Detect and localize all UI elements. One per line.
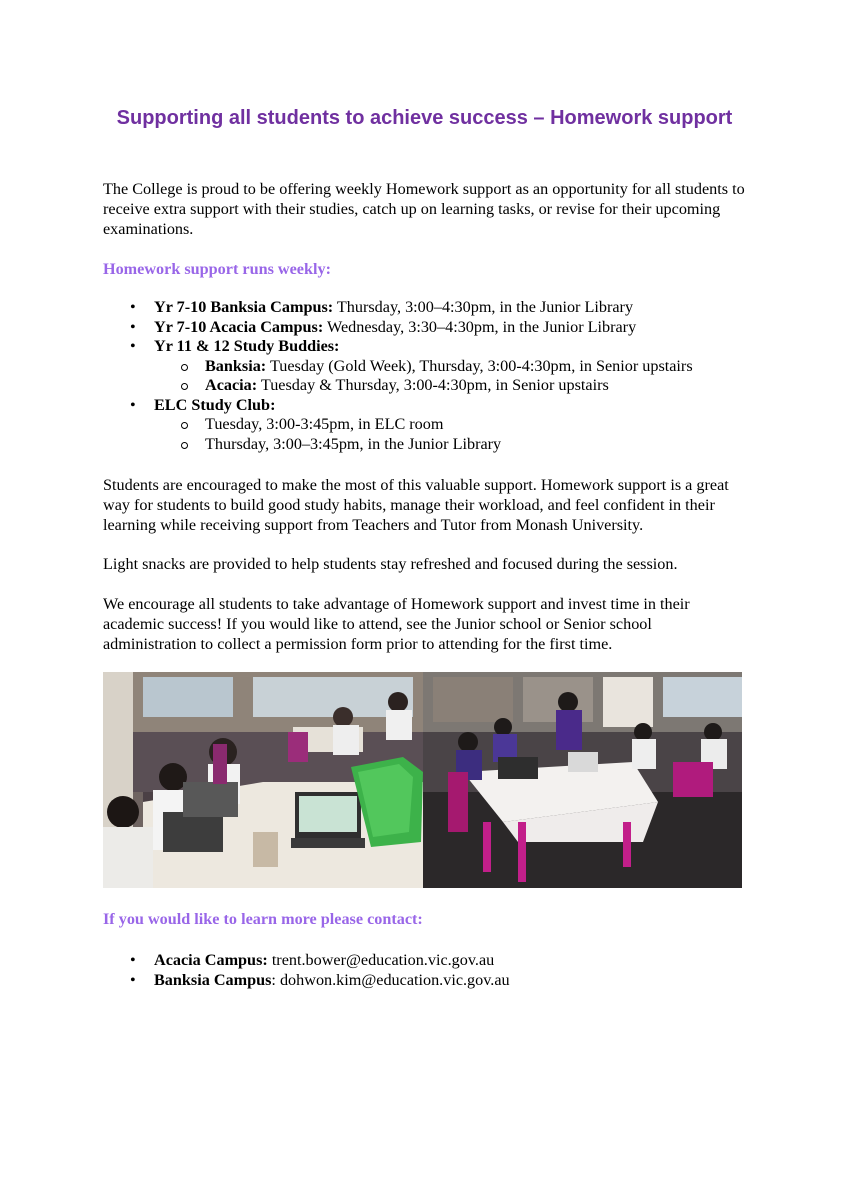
acacia-contact-label: Acacia Campus: xyxy=(154,951,268,969)
acacia-contact-email[interactable]: trent.bower@education.vic.gov.au xyxy=(267,951,495,969)
study-buddies-sublist xyxy=(154,357,743,396)
bullet-icon: • xyxy=(130,970,136,989)
buddies-banksia-label: Banksia: xyxy=(205,356,267,375)
bullet-icon: • xyxy=(130,395,136,414)
circle-bullet-icon xyxy=(181,383,188,390)
schedule-heading: Homework support runs weekly: xyxy=(103,260,331,278)
list-item xyxy=(103,971,743,991)
acacia-campus-time: Wednesday, 3:30–4:30pm, in the Junior Library xyxy=(323,317,637,336)
list-item xyxy=(154,435,743,455)
bullet-icon: • xyxy=(130,317,136,336)
snacks-paragraph: Light snacks are provided to help students stay refreshed and focused during the session. xyxy=(103,555,678,573)
study-buddies-label: Yr 11 & 12 Study Buddies: xyxy=(154,337,340,355)
list-item xyxy=(154,415,743,435)
elc-sublist xyxy=(154,415,743,454)
bullet-icon: • xyxy=(130,298,136,316)
circle-bullet-icon xyxy=(181,442,188,449)
list-item xyxy=(103,337,743,396)
acacia-campus-label: Yr 7-10 Acacia Campus: xyxy=(154,317,324,336)
elc-thursday-time: Thursday, 3:00–3:45pm, in the Junior Library xyxy=(205,434,502,453)
encouragement-paragraph: We encourage all students to take advantage of Homework support and invest time in their academic success! If you would like to attend, see the Junior school or Senior school administration to collect a permission form prior to attending for the first time. xyxy=(103,595,690,653)
banksia-contact-label: Banksia Campus xyxy=(154,970,272,989)
elc-tuesday-time: Tuesday, 3:00-3:45pm, in ELC room xyxy=(205,415,444,433)
banksia-contact-email[interactable]: : dohwon.kim@education.vic.gov.au xyxy=(271,970,510,989)
elc-study-club-label: ELC Study Club: xyxy=(154,395,276,414)
bullet-icon: • xyxy=(130,951,136,969)
photo-collage xyxy=(103,672,742,888)
banksia-campus-time: Thursday, 3:00–4:30pm, in the Junior Library xyxy=(333,298,634,316)
list-item xyxy=(103,951,743,971)
buddies-acacia-time: Tuesday & Thursday, 3:00-4:30pm, in Senior upstairs xyxy=(257,376,609,394)
bullet-icon: • xyxy=(130,337,136,355)
buddies-acacia-label: Acacia: xyxy=(205,376,258,394)
schedule-list xyxy=(103,298,743,454)
classroom-photo-right xyxy=(423,672,742,888)
circle-bullet-icon xyxy=(181,422,188,429)
page-title: Supporting all students to achieve success – Homework support xyxy=(116,107,733,129)
banksia-campus-label: Yr 7-10 Banksia Campus: xyxy=(154,298,334,316)
list-item xyxy=(103,396,743,455)
list-item xyxy=(154,376,743,396)
buddies-banksia-time: Tuesday (Gold Week), Thursday, 3:00-4:30pm, in Senior upstairs xyxy=(266,356,693,375)
contact-list xyxy=(103,951,743,990)
circle-bullet-icon xyxy=(181,364,188,371)
list-item xyxy=(103,318,743,338)
list-item xyxy=(103,298,743,318)
classroom-photo-left xyxy=(103,672,423,888)
list-item xyxy=(154,357,743,377)
benefits-paragraph: Students are encouraged to make the most of this valuable support. Homework support is a great way for students to build good study habits, manage their workload, and feel confident in their learning while receiving support from Teachers and Tutor from Monash University. xyxy=(103,476,729,534)
intro-paragraph: The College is proud to be offering weekly Homework support as an opportunity for all students to receive extra support with their studies, catch up on learning tasks, or revise for their upcoming examinations. xyxy=(103,180,745,238)
contact-heading: If you would like to learn more please contact: xyxy=(103,910,423,928)
